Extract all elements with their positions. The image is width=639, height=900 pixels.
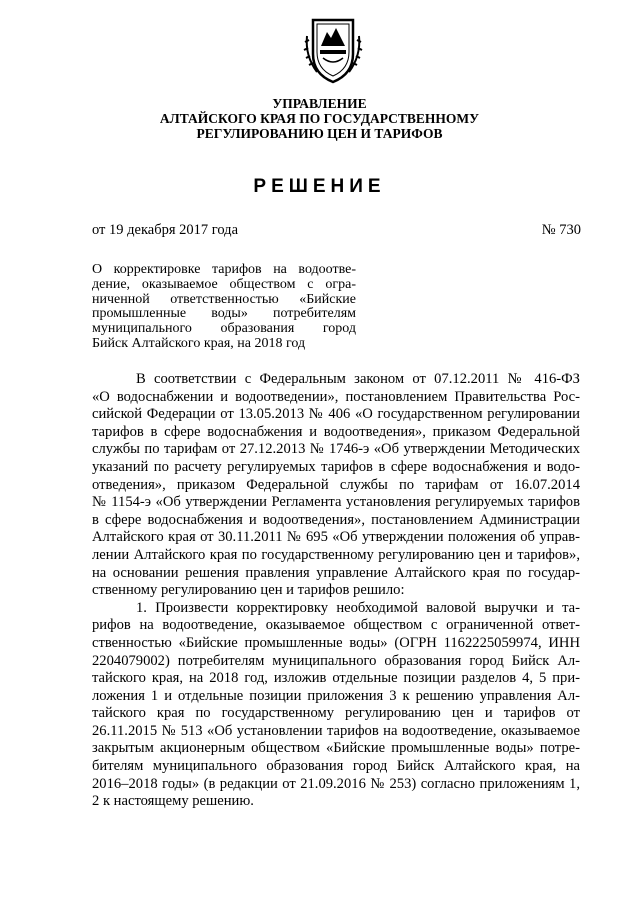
body-line: рифов на водоотведение, оказываемое обществом с ограниченной ответ- bbox=[92, 617, 580, 634]
document-title: РЕШЕНИЕ bbox=[253, 176, 386, 197]
document-body bbox=[92, 371, 580, 811]
body-line: ложения 1 и отдельные позиции приложения 3 к решению управления Ал- bbox=[92, 687, 580, 704]
subject-block bbox=[92, 263, 356, 352]
org-line: АЛТАЙСКОГО КРАЯ ПО ГОСУДАРСТВЕННОМУ bbox=[159, 111, 480, 126]
body-line: в сфере водоснабжения и водоотведения», постановлением Администрации bbox=[92, 511, 580, 528]
body-line: указаний по расчету регулируемых тарифов в сфере водоснабжения и водо- bbox=[92, 458, 580, 475]
body-line: ственностью «Бийские промышленные воды» (ОГРН 1162225059974, ИНН bbox=[92, 634, 580, 651]
subject-line: ниченной ответственностью «Бийские bbox=[92, 291, 356, 307]
body-line: на основании решения правления управление Алтайского края по государ- bbox=[92, 564, 580, 581]
subject-line: промышленные воды» потребителям bbox=[92, 306, 356, 322]
body-line: 2204079002) потребителям муниципального образования город Бийск Ал- bbox=[92, 652, 580, 669]
body-line: «О водоснабжении и водоотведении», постановлением Правительства Рос- bbox=[92, 388, 580, 405]
body-line: бителям муниципального образования город Бийск Алтайского края, на bbox=[92, 758, 580, 775]
body-line: 2016–2018 годы» (в редакции от 21.09.2016 № 253) согласно приложениям 1, bbox=[92, 775, 580, 792]
organization-name bbox=[0, 96, 639, 141]
body-line: тайского края по государственному регулированию цен и тарифов от bbox=[92, 705, 580, 722]
body-line: лении Алтайского края по государственному регулированию цен и тарифов», bbox=[92, 546, 580, 563]
body-line: тарифов в сфере водоснабжения и водоотведения», приказом Федеральной bbox=[92, 423, 580, 440]
body-line: закрытым акционерным обществом «Бийские промышленные воды» потре- bbox=[92, 740, 580, 757]
body-line: 1. Произвести корректировку необходимой валовой выручки и та- bbox=[136, 599, 580, 616]
body-line: сийской Федерации от 13.05.2013 № 406 «О государственном регулировании bbox=[92, 406, 580, 423]
body-line: Алтайского края от 30.11.2011 № 695 «Об утверждении положения об управ- bbox=[92, 529, 580, 546]
org-line: УПРАВЛЕНИЕ bbox=[272, 96, 367, 111]
subject-line: О корректировке тарифов на водоотве- bbox=[92, 262, 356, 277]
org-line: РЕГУЛИРОВАНИЮ ЦЕН И ТАРИФОВ bbox=[196, 126, 443, 141]
subject-line: Бийск Алтайского края, на 2018 год bbox=[92, 335, 306, 351]
subject-line: дение, оказываемое обществом с огра- bbox=[92, 276, 356, 292]
decision-number: № 730 bbox=[541, 222, 581, 238]
body-line: ственному регулированию цен и тарифов решило: bbox=[92, 582, 405, 599]
decision-date: от 19 декабря 2017 года bbox=[92, 222, 238, 238]
body-line: № 1154-э «Об утверждении Регламента установления регулируемых тарифов bbox=[92, 494, 580, 511]
body-line: службы по тарифам от 27.12.2013 № 1746-э «Об утверждении Методических bbox=[92, 441, 580, 458]
subject-line: муниципального образования город bbox=[92, 321, 356, 337]
body-line: тайского края, на 2018 год, изложив отдельные позиции разделов 4, 5 при- bbox=[92, 670, 580, 687]
body-line: В соответствии с Федеральным законом от 07.12.2011 № 416-ФЗ bbox=[136, 371, 580, 387]
body-line: 2 к настоящему решению. bbox=[92, 793, 254, 810]
body-line: отведения», приказом Федеральной службы по тарифам от 16.07.2014 bbox=[92, 476, 580, 493]
body-line: 26.11.2015 № 513 «Об установлении тарифов на водоотведение, оказываемое bbox=[92, 722, 580, 739]
coat-of-arms-icon bbox=[303, 14, 363, 86]
